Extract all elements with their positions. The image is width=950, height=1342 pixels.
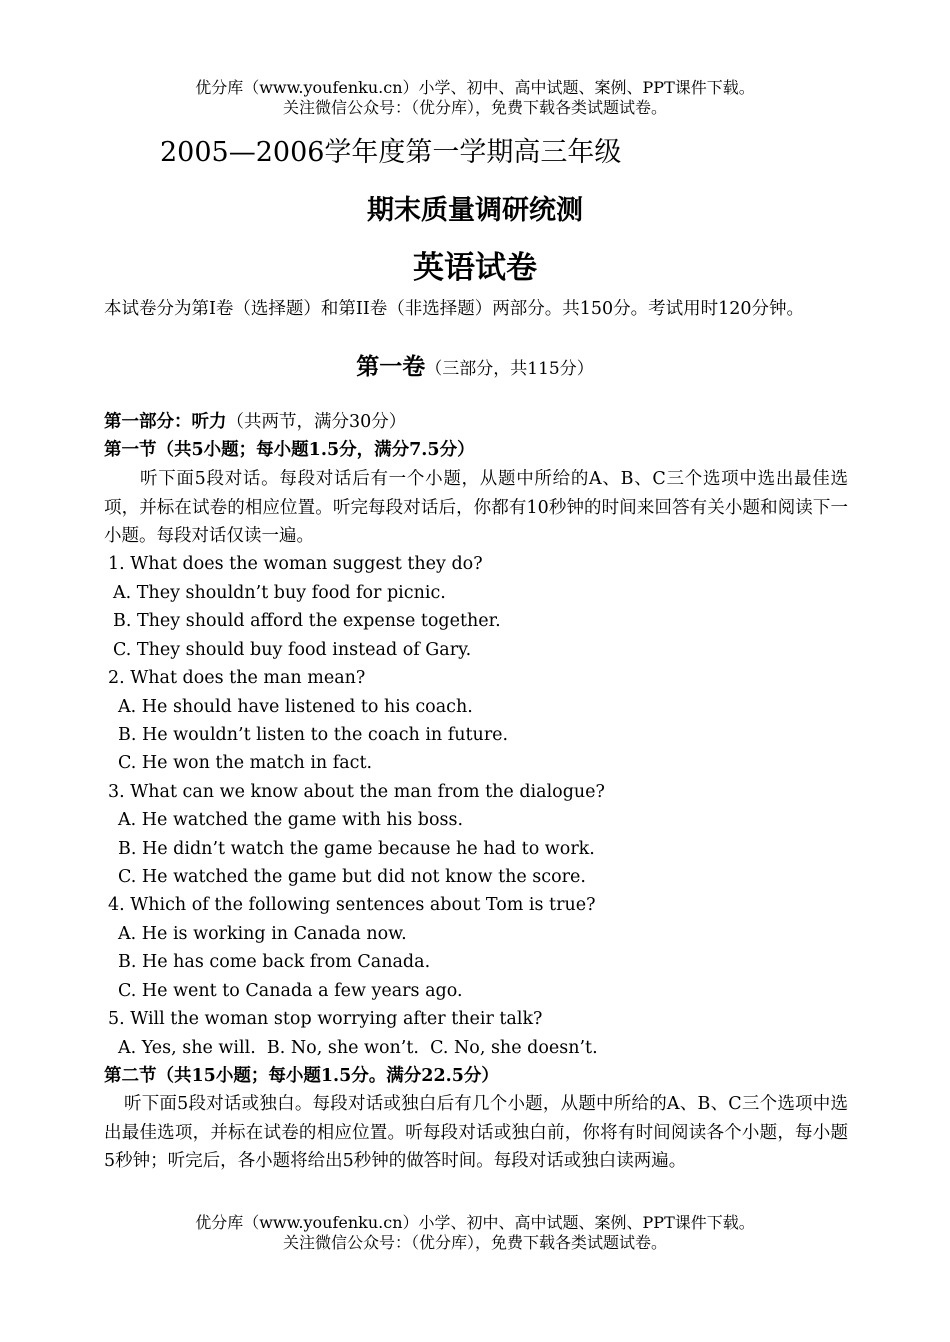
question-1: 1. What does the woman suggest they do? [108, 554, 483, 574]
part1-heading-title: 第一部分：听力 [104, 412, 227, 432]
volume-subtitle: （三部分，共115分） [425, 359, 594, 379]
volume-title: 第一卷 [356, 353, 426, 380]
header-line-1: 优分库（www.youfenku.cn）小学、初中、高中试题、案例、PPT课件下载。 [195, 78, 755, 97]
question-2-option-c: C. He won the match in fact. [118, 753, 373, 773]
footer-line-2: 关注微信公众号：（优分库），免费下载各类试题试卷。 [282, 1233, 667, 1252]
question-3-option-c: C. He watched the game but did not know the score. [118, 867, 586, 887]
question-4: 4. Which of the following sentences about Tom is true? [108, 895, 596, 915]
question-2-option-a: A. He should have listened to his coach. [118, 697, 473, 717]
volume-heading [0, 350, 950, 386]
question-5: 5. Will the woman stop worrying after their talk? [108, 1009, 543, 1029]
part1-heading [104, 408, 406, 437]
header-line-2: 关注微信公众号：（优分库），免费下载各类试题试卷。 [282, 98, 667, 117]
question-1-option-c: C. They should buy food instead of Gary. [113, 640, 472, 660]
exam-title-year: 2005—2006学年度第一学期高三年级 [160, 137, 622, 168]
section1-heading: 第一节（共5小题；每小题1.5分，满分7.5分） [104, 440, 475, 460]
question-1-option-a: A. They shouldn’t buy food for picnic. [113, 583, 446, 603]
question-3: 3. What can we know about the man from the dialogue? [108, 782, 605, 802]
exam-title-name: 期末质量调研统测 [367, 195, 583, 226]
question-3-option-a: A. He watched the game with his boss. [118, 810, 464, 830]
section2-instructions: 听下面5段对话或独白。每段对话或独白后有几个小题，从题中所给的A、B、C三个选项中选出最佳选项，并标在试卷的相应位置。听每段对话或独白前，你将有时间阅读各个小题，每小题5秒钟；听完后，各小题将给出5秒钟的做答时间。每段对话或独白读两遍。 [104, 1094, 848, 1171]
exam-intro: 本试卷分为第I卷（选择题）和第II卷（非选择题）两部分。共150分。考试用时120分钟。 [104, 299, 805, 319]
part1-heading-detail: （共两节，满分30分） [226, 412, 407, 432]
question-4-option-a: A. He is working in Canada now. [118, 924, 407, 944]
question-5-options: A. Yes, she will. B. No, she won’t. C. No, she doesn’t. [118, 1038, 598, 1058]
question-3-option-b: B. He didn’t watch the game because he had to work. [118, 839, 595, 859]
section2-heading: 第二节（共15小题；每小题1.5分。满分22.5分） [104, 1066, 499, 1086]
exam-title-subject: 英语试卷 [413, 250, 537, 286]
question-4-option-c: C. He went to Canada a few years ago. [118, 981, 463, 1001]
question-2-option-b: B. He wouldn’t listen to the coach in future. [118, 725, 509, 745]
footer-line-1: 优分库（www.youfenku.cn）小学、初中、高中试题、案例、PPT课件下载。 [195, 1213, 755, 1232]
question-4-option-b: B. He has come back from Canada. [118, 952, 431, 972]
question-2: 2. What does the man mean? [108, 668, 366, 688]
question-1-option-b: B. They should afford the expense together. [113, 611, 501, 631]
section1-instructions: 听下面5段对话。每段对话后有一个小题，从题中所给的A、B、C三个选项中选出最佳选项，并标在试卷的相应位置。听完每段对话后，你都有10秒钟的时间来回答有关小题和阅读下一小题。每段对话仅读一遍。 [104, 469, 848, 546]
